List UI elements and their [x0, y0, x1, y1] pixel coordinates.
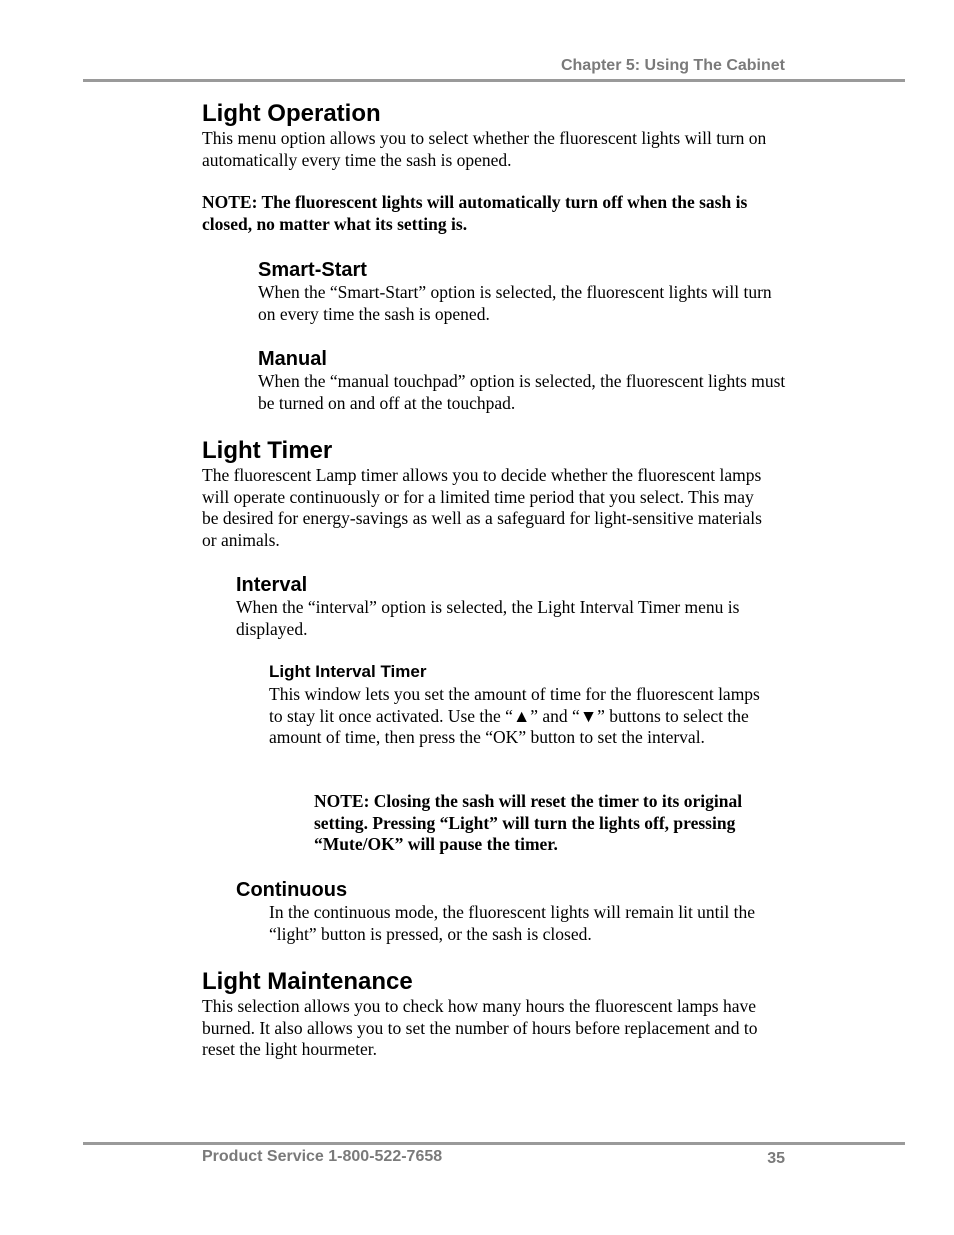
section-light-timer	[202, 437, 774, 551]
header-rule	[83, 79, 905, 82]
note-text: NOTE: Closing the sash will reset the timer to its original setting. Pressing “Light” will turn the lights off, pressing “Mute/OK” will pause the timer.	[314, 791, 743, 854]
subsection-title: Continuous	[236, 879, 348, 901]
subsubsection-body: This window lets you set the amount of time for the fluorescent lamps to stay lit once activated. Use the “▲” and “▼” buttons to select the amount of time, then press the “OK” button to set the interval.	[269, 684, 760, 747]
section-light-operation	[202, 100, 792, 171]
subsection-smart-start	[258, 258, 788, 325]
subsection-interval	[236, 573, 784, 640]
subsubsection-title: Light Interval Timer	[269, 662, 427, 681]
page-number: 35	[767, 1150, 785, 1167]
footer-rule	[83, 1142, 905, 1145]
subsection-continuous	[236, 878, 796, 945]
note-text: NOTE: The fluorescent lights will automatically turn off when the sash is closed, no matter what its setting is.	[202, 192, 748, 234]
section-title: Light Operation	[202, 100, 381, 127]
section-body: The fluorescent Lamp timer allows you to decide whether the fluorescent lamps will operate continuously or for a limited time period that you select. This may be desired for energy-savings as well as a safeguard for light-sensitive materials or animals.	[202, 465, 762, 550]
subsection-title: Smart-Start	[258, 259, 367, 281]
subsection-body: In the continuous mode, the fluorescent lights will remain lit until the “light” button is pressed, or the sash is closed.	[269, 902, 756, 944]
subsection-body: When the “interval” option is selected, the Light Interval Timer menu is displayed.	[236, 597, 740, 639]
subsection-title: Manual	[258, 348, 327, 370]
note-sash-closed	[202, 192, 794, 235]
section-title: Light Timer	[202, 437, 333, 464]
note-timer-reset	[314, 791, 790, 856]
subsection-body: When the “Smart-Start” option is selected, the fluorescent lights will turn on every time the sash is opened.	[258, 282, 772, 324]
footer-service-phone: Product Service 1-800-522-7658	[202, 1148, 443, 1165]
subsection-body: When the “manual touchpad” option is selected, the fluorescent lights must be turned on and off at the touchpad.	[258, 371, 786, 413]
section-body: This menu option allows you to select whether the fluorescent lights will turn on automatically every time the sash is opened.	[202, 128, 767, 170]
section-light-maintenance	[202, 968, 794, 1061]
section-body: This selection allows you to check how many hours the fluorescent lamps have burned. It also allows you to set the number of hours before replacement and to reset the light hourmeter.	[202, 996, 758, 1059]
subsection-light-interval-timer	[269, 662, 769, 749]
running-header: Chapter 5: Using The Cabinet	[560, 57, 785, 74]
section-title: Light Maintenance	[202, 968, 413, 995]
subsection-manual	[258, 347, 788, 414]
subsection-title: Interval	[236, 574, 308, 596]
